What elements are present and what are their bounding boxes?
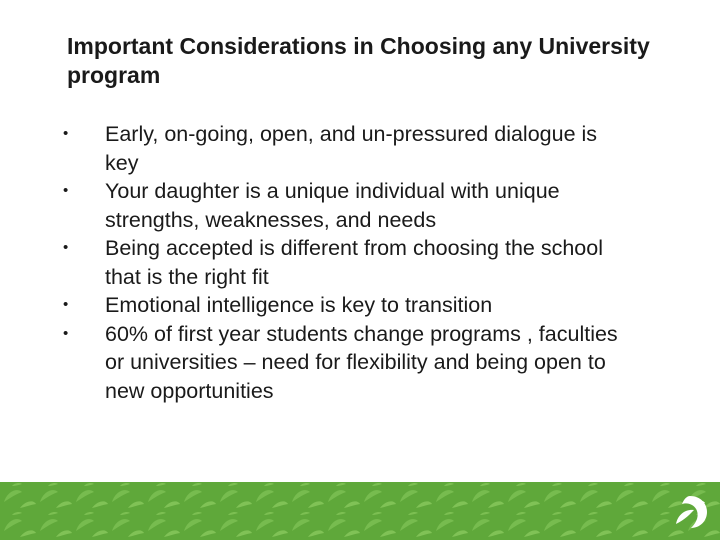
list-item: [63, 320, 623, 406]
bullet-marker: •: [63, 296, 69, 313]
bullet-text: 60% of first year students change programs , faculties or universities – need for flexibility and being open to new opportunities: [105, 321, 618, 403]
list-item: [63, 120, 623, 177]
list-item: [63, 291, 623, 320]
slide-title: Important Considerations in Choosing any University program: [67, 33, 650, 88]
bullet-text: Your daughter is a unique individual with unique strengths, weaknesses, and needs: [105, 179, 560, 232]
bullet-marker: •: [63, 324, 69, 342]
footer-band: [0, 482, 720, 540]
bullet-marker: •: [63, 239, 69, 256]
bullet-list: [63, 120, 623, 405]
bullet-text: Emotional intelligence is key to transition: [105, 293, 493, 317]
bullet-text: Being accepted is different from choosing the school that is the right fit: [105, 236, 603, 289]
leaf-swirl-icon: [668, 490, 712, 534]
bullet-text: Early, on-going, open, and un-pressured dialogue is key: [105, 122, 598, 175]
list-item: [63, 177, 623, 234]
list-item: [63, 234, 623, 291]
bullet-marker: •: [63, 182, 69, 199]
leaf-pattern: [0, 482, 720, 540]
bullet-marker: •: [63, 125, 69, 142]
